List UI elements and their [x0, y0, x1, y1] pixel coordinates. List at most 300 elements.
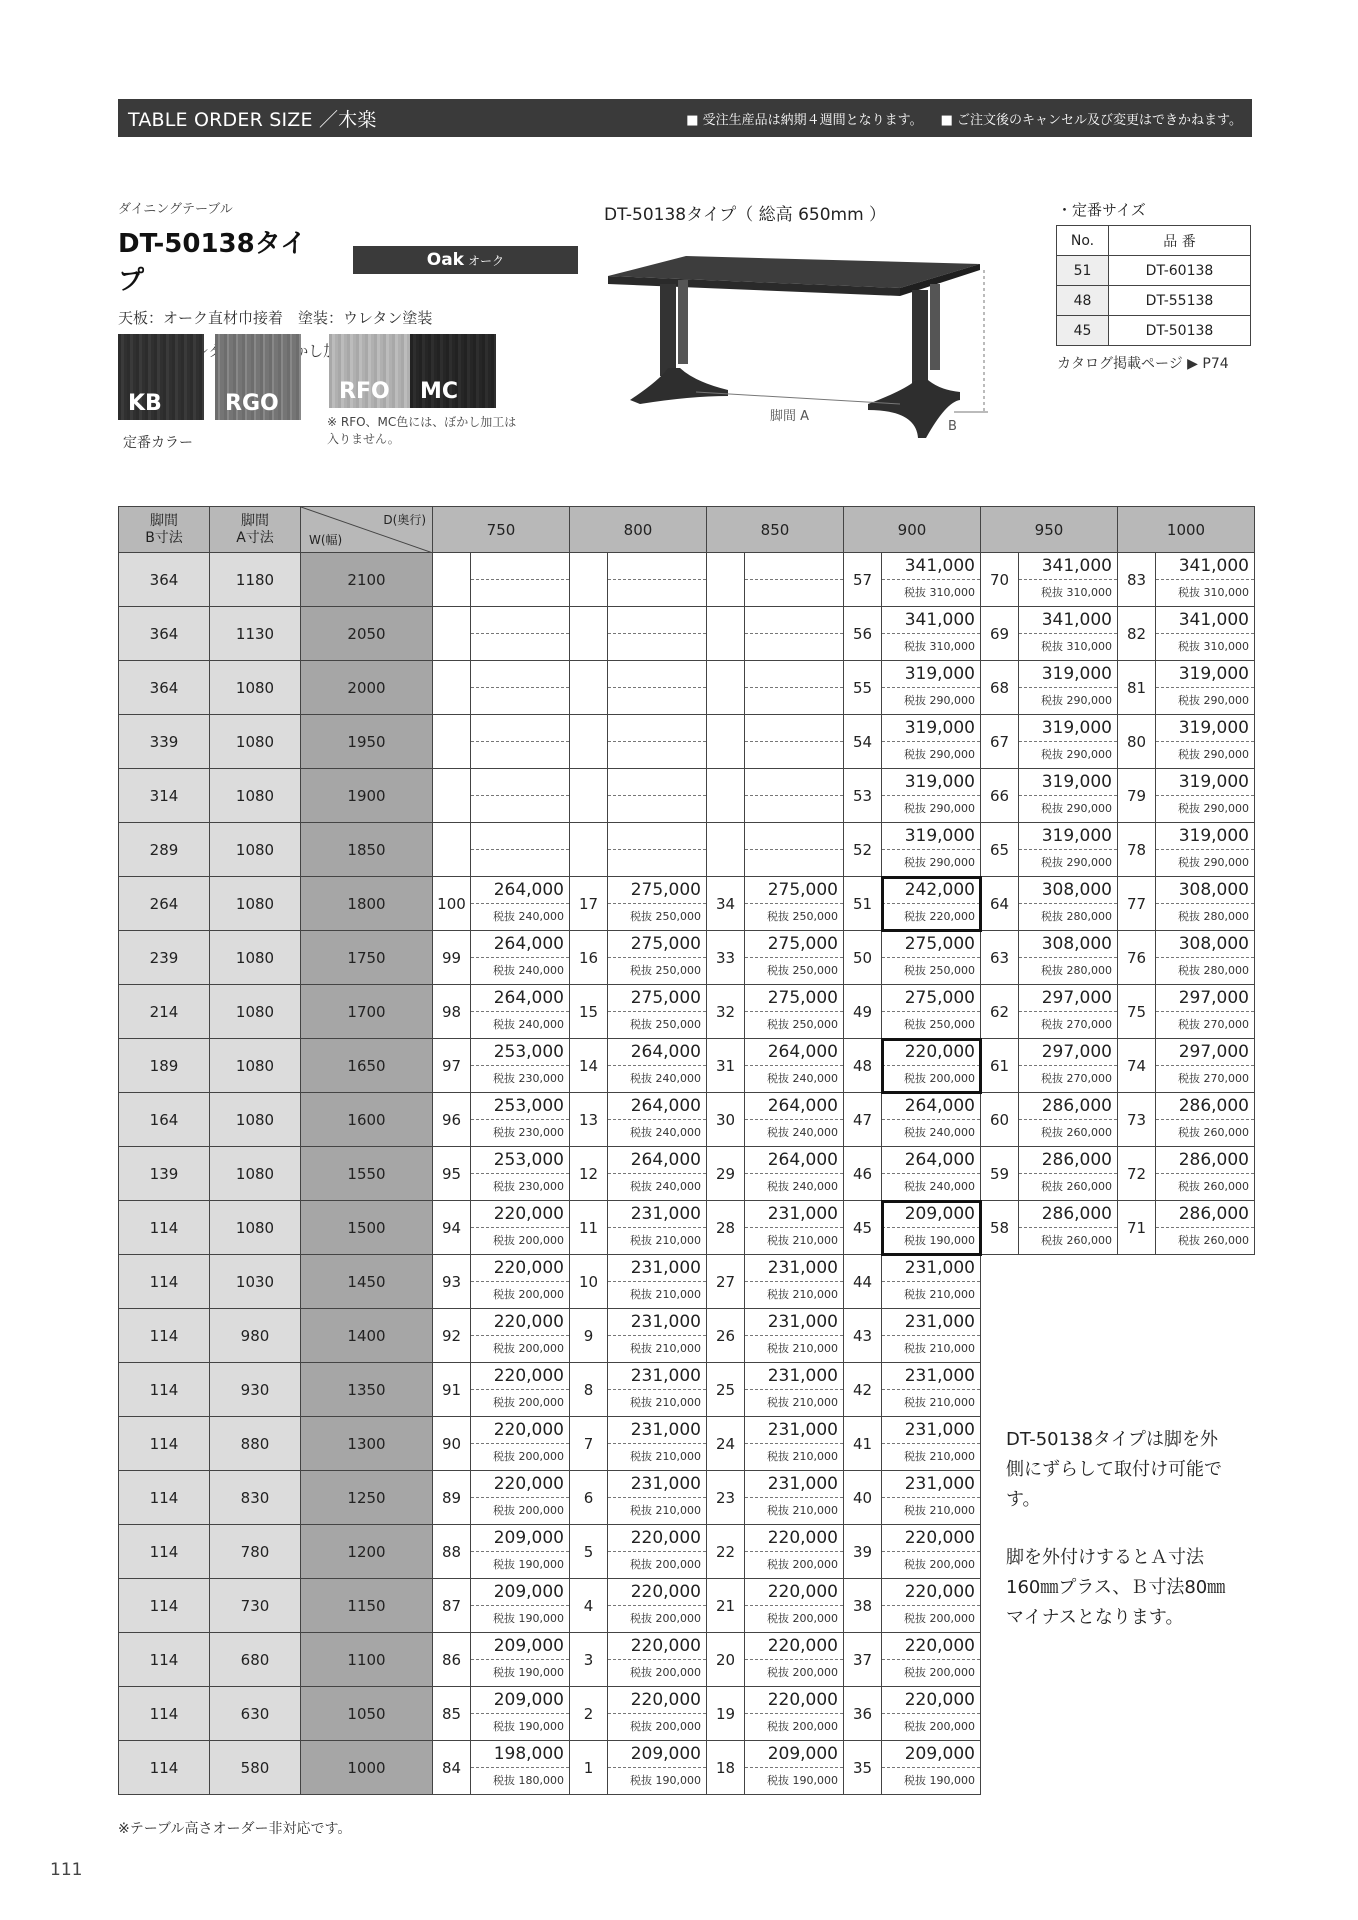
price-incl-tax: 275,000 [745, 877, 843, 904]
price-cell [608, 1687, 707, 1741]
price-excl-tax: 210,000 [655, 1396, 701, 1409]
standard-size-heading: ・定番サイズ [1057, 201, 1146, 219]
wood-badge [353, 246, 578, 274]
price-excl-tax: 220,000 [929, 910, 975, 923]
price-excl-tax: 210,000 [655, 1342, 701, 1355]
price-excl-tax: 200,000 [518, 1288, 564, 1301]
price-excl-tax: 250,000 [792, 964, 838, 977]
dimension-line-a [696, 392, 900, 404]
item-number: 93 [433, 1255, 471, 1309]
price-excl-tax-row [471, 1066, 569, 1092]
b-dimension-cell: 289 [119, 823, 210, 877]
price-incl-tax: 209,000 [471, 1633, 569, 1660]
price-excl-tax-row [745, 1444, 843, 1470]
width-cell: 1100 [301, 1633, 433, 1687]
empty-number-cell [707, 553, 745, 607]
leg-left-back [678, 280, 688, 364]
price-excl-tax: 200,000 [518, 1396, 564, 1409]
width-cell: 1950 [301, 715, 433, 769]
price-excl-tax: 210,000 [792, 1288, 838, 1301]
price-incl-tax: 297,000 [1019, 1039, 1117, 1066]
price-cell [745, 1039, 844, 1093]
tax-excluded-prefix: 税抜 [1041, 1072, 1063, 1085]
price-incl-tax: 319,000 [882, 823, 980, 850]
width-cell: 1150 [301, 1579, 433, 1633]
price-incl-tax: 220,000 [745, 1633, 843, 1660]
price-excl-tax: 250,000 [655, 964, 701, 977]
price-incl-tax: 220,000 [608, 1579, 706, 1606]
tax-excluded-prefix: 税抜 [1178, 910, 1200, 923]
empty-price-bottom [745, 850, 843, 876]
empty-price-top [471, 607, 569, 634]
price-cell [471, 1363, 570, 1417]
item-number: 23 [707, 1471, 745, 1525]
tax-excluded-prefix: 税抜 [1041, 1126, 1063, 1139]
width-cell: 1700 [301, 985, 433, 1039]
price-incl-tax: 231,000 [608, 1417, 706, 1444]
price-incl-tax: 220,000 [608, 1687, 706, 1714]
price-cell [745, 1579, 844, 1633]
item-number: 17 [570, 877, 608, 931]
empty-price-top [471, 661, 569, 688]
empty-number-cell [570, 553, 608, 607]
empty-price-cell [471, 607, 570, 661]
tax-excluded-prefix: 税抜 [904, 1504, 926, 1517]
price-incl-tax: 286,000 [1019, 1147, 1117, 1174]
blank-area [981, 1687, 1118, 1741]
item-number: 6 [570, 1471, 608, 1525]
item-number: 79 [1118, 769, 1156, 823]
price-cell [608, 1417, 707, 1471]
price-excl-tax: 200,000 [518, 1450, 564, 1463]
price-cell [471, 877, 570, 931]
item-number: 63 [981, 931, 1019, 985]
tax-excluded-prefix: 税抜 [493, 1720, 515, 1733]
price-cell [745, 1093, 844, 1147]
a-dimension-cell: 1080 [210, 931, 301, 985]
price-excl-tax-row [1156, 796, 1254, 822]
foot-right [868, 380, 960, 438]
price-cell [471, 1687, 570, 1741]
swatch-rgo [215, 334, 301, 420]
price-excl-tax: 210,000 [792, 1342, 838, 1355]
price-incl-tax: 231,000 [608, 1201, 706, 1228]
tax-excluded-prefix: 税抜 [767, 910, 789, 923]
price-excl-tax: 250,000 [929, 1018, 975, 1031]
price-excl-tax-row [745, 958, 843, 984]
item-number: 10 [570, 1255, 608, 1309]
item-number: 60 [981, 1093, 1019, 1147]
product-spec: 天板：オーク直材巾接着 塗装：ウレタン塗装 [118, 309, 433, 327]
empty-price-cell [471, 553, 570, 607]
price-cell [745, 877, 844, 931]
tax-excluded-prefix: 税抜 [1041, 802, 1063, 815]
price-incl-tax: 231,000 [745, 1471, 843, 1498]
price-excl-tax: 310,000 [1066, 586, 1112, 599]
price-cell [471, 1147, 570, 1201]
header-b-text: 脚間 B寸法 [145, 512, 183, 546]
width-cell: 1050 [301, 1687, 433, 1741]
tax-excluded-prefix: 税抜 [630, 1126, 652, 1139]
price-incl-tax: 220,000 [471, 1201, 569, 1228]
b-dimension-cell: 114 [119, 1579, 210, 1633]
blank-area [1118, 1633, 1255, 1687]
price-excl-tax-row [1019, 634, 1117, 660]
item-number: 18 [707, 1741, 745, 1795]
price-incl-tax: 220,000 [882, 1633, 980, 1660]
price-incl-tax: 231,000 [745, 1255, 843, 1282]
table-row [119, 553, 1255, 607]
tax-excluded-prefix: 税抜 [1041, 1180, 1063, 1193]
price-excl-tax-row [471, 1336, 569, 1362]
empty-number-cell [570, 715, 608, 769]
price-excl-tax: 210,000 [929, 1342, 975, 1355]
price-excl-tax: 190,000 [518, 1612, 564, 1625]
table-row [119, 1147, 1255, 1201]
price-cell [1019, 877, 1118, 931]
tax-excluded-prefix: 税抜 [630, 1234, 652, 1247]
price-cell [471, 1417, 570, 1471]
price-excl-tax-row [608, 1606, 706, 1632]
price-incl-tax: 319,000 [1019, 661, 1117, 688]
price-cell [745, 1309, 844, 1363]
price-excl-tax: 190,000 [792, 1774, 838, 1787]
item-number: 50 [844, 931, 882, 985]
b-dimension-cell: 114 [119, 1633, 210, 1687]
blank-area [1118, 1741, 1255, 1795]
dimension-label-b: B [948, 419, 957, 434]
price-incl-tax: 308,000 [1019, 931, 1117, 958]
foot-left [630, 368, 728, 404]
price-cell [1156, 1093, 1255, 1147]
table-row [119, 715, 1255, 769]
header-width-label: W(幅) [309, 533, 343, 547]
width-cell: 1600 [301, 1093, 433, 1147]
item-number: 52 [844, 823, 882, 877]
price-incl-tax: 286,000 [1019, 1201, 1117, 1228]
item-number: 41 [844, 1417, 882, 1471]
price-cell [745, 1525, 844, 1579]
tax-excluded-prefix: 税抜 [904, 1558, 926, 1571]
price-excl-tax-row [882, 580, 980, 606]
tax-excluded-prefix: 税抜 [1178, 1072, 1200, 1085]
blank-area [981, 1255, 1118, 1309]
price-incl-tax: 231,000 [882, 1255, 980, 1282]
price-incl-tax: 264,000 [882, 1147, 980, 1174]
price-excl-tax: 200,000 [518, 1342, 564, 1355]
standard-size-table [1056, 225, 1251, 346]
price-cell [608, 985, 707, 1039]
tax-excluded-prefix: 税抜 [904, 1072, 926, 1085]
item-number: 43 [844, 1309, 882, 1363]
width-cell: 1450 [301, 1255, 433, 1309]
price-excl-tax-row [1019, 904, 1117, 930]
price-excl-tax-row [471, 1714, 569, 1740]
size-code: DT-60138 [1109, 256, 1251, 286]
item-number: 84 [433, 1741, 471, 1795]
tax-excluded-prefix: 税抜 [493, 964, 515, 977]
price-excl-tax-row [745, 1174, 843, 1200]
price-cell [1019, 661, 1118, 715]
tax-excluded-prefix: 税抜 [767, 1666, 789, 1679]
price-excl-tax-row [471, 904, 569, 930]
tax-excluded-prefix: 税抜 [904, 748, 926, 761]
price-excl-tax-row [882, 796, 980, 822]
price-incl-tax: 297,000 [1156, 1039, 1254, 1066]
price-incl-tax: 286,000 [1156, 1093, 1254, 1120]
price-cell [608, 931, 707, 985]
price-cell [1156, 661, 1255, 715]
price-excl-tax-row [1019, 742, 1117, 768]
price-incl-tax: 275,000 [608, 877, 706, 904]
item-number: 47 [844, 1093, 882, 1147]
price-excl-tax-row [1019, 850, 1117, 876]
product-category: ダイニングテーブル [118, 202, 233, 217]
b-dimension-cell: 114 [119, 1201, 210, 1255]
item-number: 81 [1118, 661, 1156, 715]
price-cell [882, 1579, 981, 1633]
size-no: 48 [1057, 286, 1109, 316]
header-depth-950: 950 [981, 507, 1118, 553]
price-excl-tax-row [1019, 688, 1117, 714]
price-excl-tax: 190,000 [518, 1558, 564, 1571]
a-dimension-cell: 880 [210, 1417, 301, 1471]
price-excl-tax: 190,000 [929, 1774, 975, 1787]
a-dimension-cell: 1080 [210, 1093, 301, 1147]
tax-excluded-prefix: 税抜 [1041, 910, 1063, 923]
price-excl-tax: 210,000 [655, 1450, 701, 1463]
tax-excluded-prefix: 税抜 [493, 1072, 515, 1085]
price-excl-tax: 290,000 [1066, 856, 1112, 869]
b-dimension-cell: 164 [119, 1093, 210, 1147]
price-cell [471, 1201, 570, 1255]
price-excl-tax-row [1156, 1012, 1254, 1038]
price-excl-tax-row [882, 958, 980, 984]
price-excl-tax-row [1156, 904, 1254, 930]
header-depth-label: D(奥行) [383, 513, 426, 527]
tax-excluded-prefix: 税抜 [493, 1666, 515, 1679]
header-a-text: 脚間 A寸法 [236, 512, 274, 546]
item-number: 20 [707, 1633, 745, 1687]
tax-excluded-prefix: 税抜 [493, 1126, 515, 1139]
item-number: 65 [981, 823, 1019, 877]
price-incl-tax: 341,000 [1019, 553, 1117, 580]
price-excl-tax-row [1156, 1066, 1254, 1092]
price-excl-tax: 260,000 [1203, 1234, 1249, 1247]
item-number: 35 [844, 1741, 882, 1795]
price-cell [608, 1147, 707, 1201]
price-excl-tax: 200,000 [655, 1666, 701, 1679]
swatch-note: ※ RFO、MC色には、ぼかし加工は入りません。 [327, 415, 517, 446]
item-number: 66 [981, 769, 1019, 823]
tax-excluded-prefix: 税抜 [767, 1720, 789, 1733]
price-cell [1156, 1147, 1255, 1201]
a-dimension-cell: 1080 [210, 985, 301, 1039]
price-incl-tax: 220,000 [882, 1579, 980, 1606]
empty-price-top [471, 553, 569, 580]
empty-price-top [745, 607, 843, 634]
item-number: 72 [1118, 1147, 1156, 1201]
price-excl-tax-row [882, 1444, 980, 1470]
item-number: 42 [844, 1363, 882, 1417]
tax-excluded-prefix: 税抜 [767, 1234, 789, 1247]
price-excl-tax-row [882, 1066, 980, 1092]
table-row [119, 661, 1255, 715]
price-incl-tax: 231,000 [882, 1471, 980, 1498]
item-number: 31 [707, 1039, 745, 1093]
price-cell [471, 1093, 570, 1147]
price-excl-tax: 280,000 [1203, 964, 1249, 977]
price-incl-tax: 231,000 [745, 1363, 843, 1390]
tax-excluded-prefix: 税抜 [630, 1504, 652, 1517]
price-excl-tax: 240,000 [518, 910, 564, 923]
empty-number-cell [570, 823, 608, 877]
price-cell [608, 1309, 707, 1363]
item-number: 70 [981, 553, 1019, 607]
price-excl-tax: 210,000 [929, 1450, 975, 1463]
product-name: DT-50138タイプ [118, 229, 307, 296]
price-incl-tax: 341,000 [1156, 607, 1254, 634]
tax-excluded-prefix: 税抜 [630, 1612, 652, 1625]
b-dimension-cell: 114 [119, 1687, 210, 1741]
item-number: 92 [433, 1309, 471, 1363]
item-number: 26 [707, 1309, 745, 1363]
item-number: 7 [570, 1417, 608, 1471]
price-cell [1019, 1093, 1118, 1147]
swatch-label: MC [420, 379, 459, 404]
item-number: 73 [1118, 1093, 1156, 1147]
price-cell [471, 1633, 570, 1687]
b-dimension-cell: 214 [119, 985, 210, 1039]
price-excl-tax: 290,000 [929, 802, 975, 815]
size-no: 45 [1057, 316, 1109, 346]
size-no: 51 [1057, 256, 1109, 286]
price-excl-tax: 270,000 [1066, 1072, 1112, 1085]
blank-area [1118, 1687, 1255, 1741]
tax-excluded-prefix: 税抜 [767, 1396, 789, 1409]
price-incl-tax: 220,000 [745, 1579, 843, 1606]
width-cell: 1000 [301, 1741, 433, 1795]
empty-price-cell [745, 823, 844, 877]
header-notes [686, 109, 1242, 128]
price-excl-tax: 280,000 [1203, 910, 1249, 923]
empty-number-cell [433, 823, 471, 877]
blank-area [981, 1741, 1118, 1795]
price-cell [471, 1309, 570, 1363]
tax-excluded-prefix: 税抜 [493, 1288, 515, 1301]
price-cell [882, 1525, 981, 1579]
price-incl-tax: 341,000 [882, 607, 980, 634]
table-row [119, 823, 1255, 877]
empty-number-cell [570, 607, 608, 661]
a-dimension-cell: 830 [210, 1471, 301, 1525]
tax-excluded-prefix: 税抜 [904, 586, 926, 599]
price-excl-tax-row [608, 1066, 706, 1092]
price-incl-tax: 264,000 [608, 1093, 706, 1120]
width-cell: 1350 [301, 1363, 433, 1417]
item-number: 21 [707, 1579, 745, 1633]
price-excl-tax-row [1156, 1174, 1254, 1200]
price-cell [745, 931, 844, 985]
price-incl-tax: 319,000 [882, 715, 980, 742]
empty-price-bottom [471, 742, 569, 768]
header-b-dimension [119, 507, 210, 553]
price-cell [882, 1687, 981, 1741]
item-number: 30 [707, 1093, 745, 1147]
empty-price-top [471, 823, 569, 850]
a-dimension-cell: 1130 [210, 607, 301, 661]
empty-number-cell [433, 553, 471, 607]
price-cell [1156, 715, 1255, 769]
price-excl-tax: 250,000 [929, 964, 975, 977]
price-excl-tax: 250,000 [792, 1018, 838, 1031]
dimension-label-a: 脚間 A [770, 409, 810, 424]
price-incl-tax: 220,000 [882, 1525, 980, 1552]
empty-price-bottom [745, 742, 843, 768]
price-excl-tax-row [745, 1282, 843, 1308]
price-excl-tax: 250,000 [655, 910, 701, 923]
price-excl-tax: 210,000 [655, 1504, 701, 1517]
item-number: 100 [433, 877, 471, 931]
item-number: 56 [844, 607, 882, 661]
item-number: 8 [570, 1363, 608, 1417]
a-dimension-cell: 580 [210, 1741, 301, 1795]
price-excl-tax-row [471, 1012, 569, 1038]
price-incl-tax: 319,000 [882, 769, 980, 796]
price-cell [1019, 769, 1118, 823]
price-incl-tax: 231,000 [882, 1417, 980, 1444]
price-cell [882, 1417, 981, 1471]
price-incl-tax: 319,000 [882, 661, 980, 688]
price-excl-tax-row [1019, 580, 1117, 606]
price-incl-tax: 220,000 [745, 1525, 843, 1552]
price-excl-tax: 190,000 [518, 1666, 564, 1679]
width-cell: 1750 [301, 931, 433, 985]
header-depth-750: 750 [433, 507, 570, 553]
item-number: 48 [844, 1039, 882, 1093]
tax-excluded-prefix: 税抜 [767, 1450, 789, 1463]
price-excl-tax: 200,000 [792, 1612, 838, 1625]
illustration-caption: DT-50138タイプ（ 総高 650mm ） [604, 205, 887, 225]
price-cell [745, 1471, 844, 1525]
item-number: 45 [844, 1201, 882, 1255]
table-row [119, 1741, 1255, 1795]
item-number: 61 [981, 1039, 1019, 1093]
price-excl-tax-row [608, 1174, 706, 1200]
price-excl-tax-row [1019, 1174, 1117, 1200]
header-note-cancel: ■ ご注文後のキャンセル及び変更はできかねます。 [940, 112, 1242, 128]
table-row [119, 1633, 1255, 1687]
tax-excluded-prefix: 税抜 [904, 1018, 926, 1031]
price-excl-tax: 180,000 [518, 1774, 564, 1787]
price-excl-tax-row [608, 1552, 706, 1578]
price-incl-tax: 242,000 [882, 877, 980, 904]
price-excl-tax-row [1156, 688, 1254, 714]
width-cell: 1500 [301, 1201, 433, 1255]
table-row [1057, 256, 1251, 286]
empty-price-bottom [745, 580, 843, 606]
b-dimension-cell: 114 [119, 1309, 210, 1363]
item-number: 67 [981, 715, 1019, 769]
price-excl-tax-row [882, 1120, 980, 1146]
tax-excluded-prefix: 税抜 [1178, 694, 1200, 707]
price-excl-tax-row [882, 1768, 980, 1794]
price-cell [471, 1039, 570, 1093]
tax-excluded-prefix: 税抜 [767, 1558, 789, 1571]
empty-price-bottom [608, 850, 706, 876]
price-incl-tax: 253,000 [471, 1147, 569, 1174]
b-dimension-cell: 314 [119, 769, 210, 823]
